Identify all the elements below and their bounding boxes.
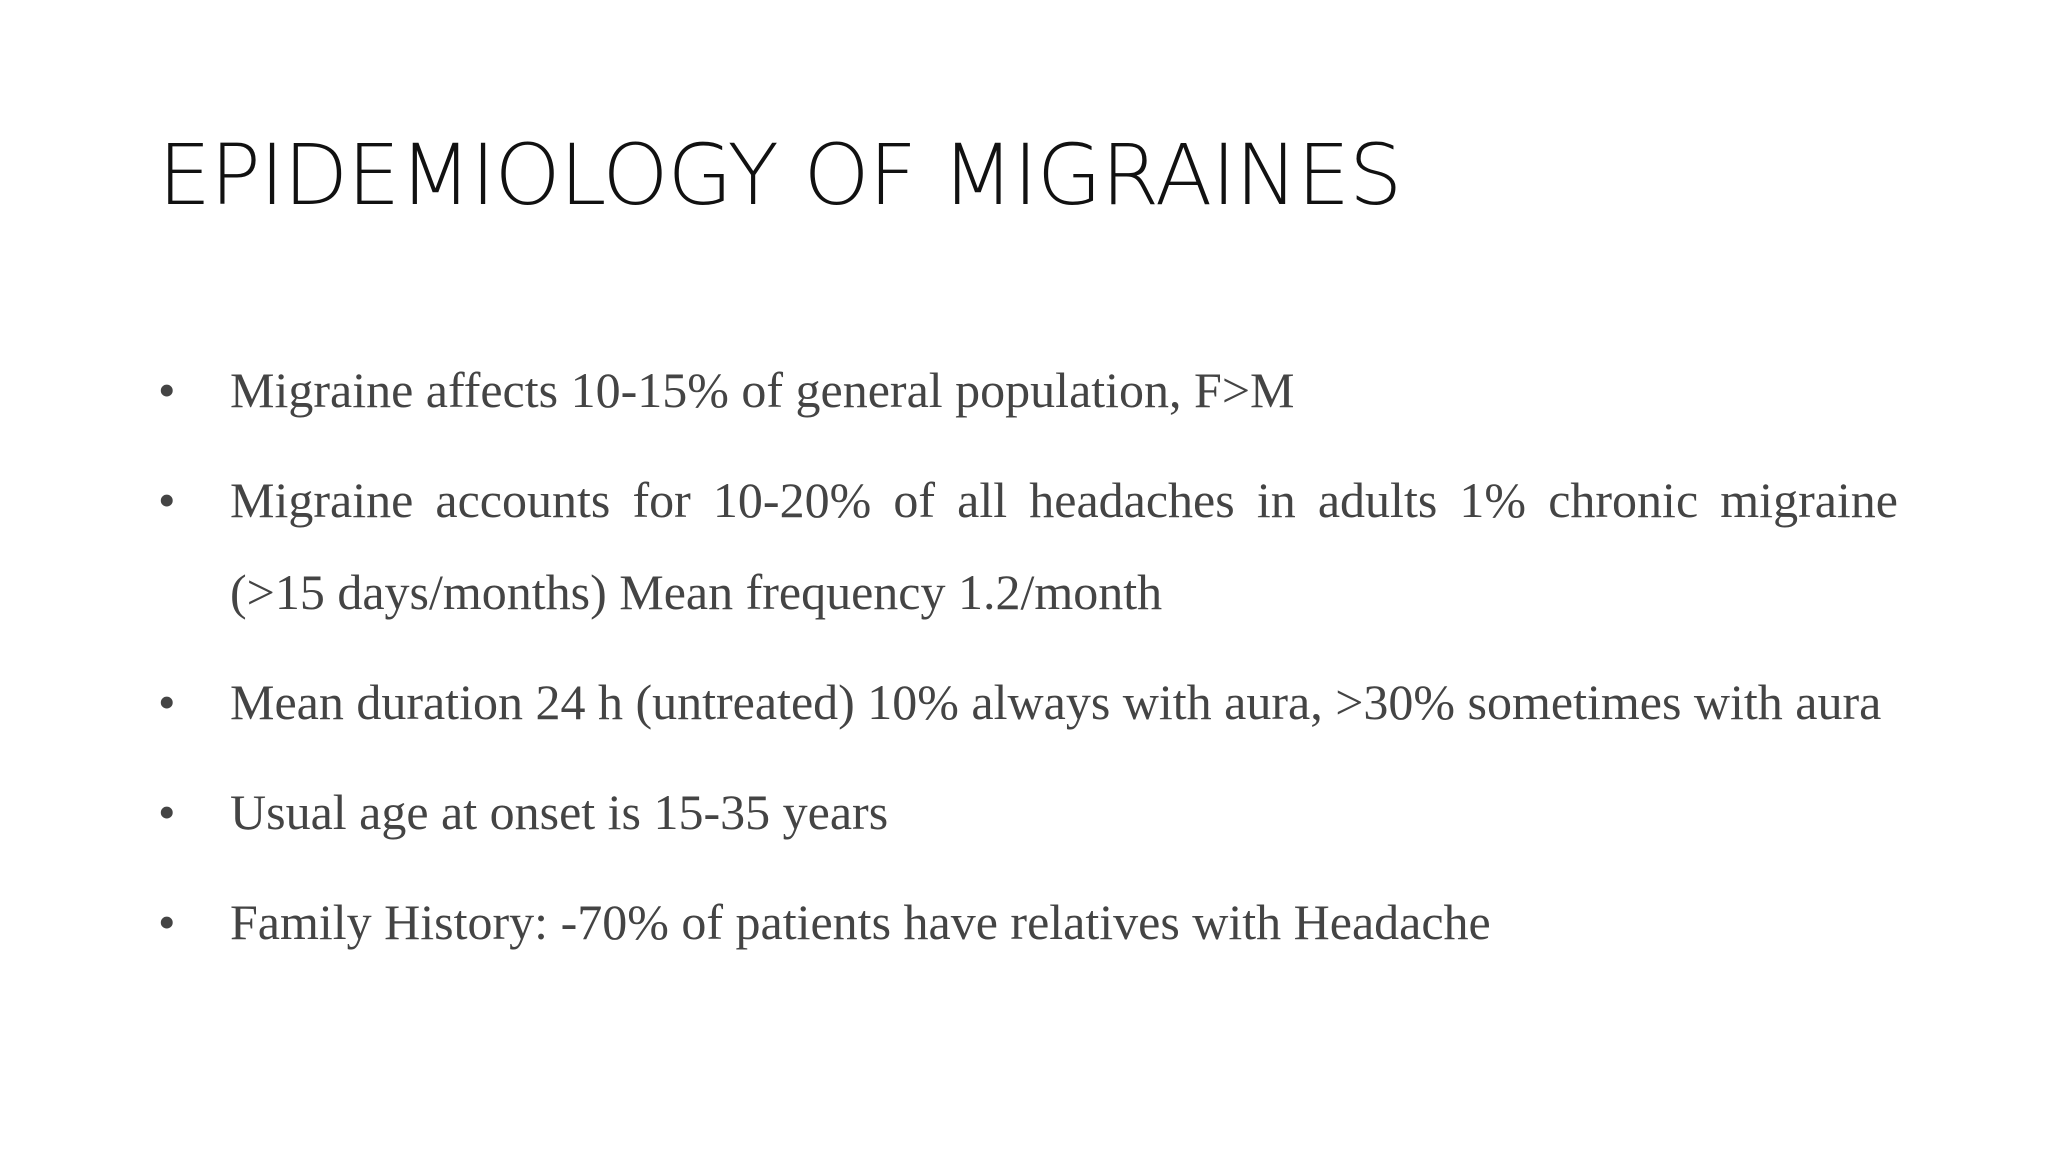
bullet-text: Family History: -70% of patients have relatives with Headache bbox=[230, 894, 1491, 950]
bullet-item-duration bbox=[158, 656, 1898, 748]
bullet-text: Mean duration 24 h (untreated) 10% always with aura, >30% sometimes with aura bbox=[230, 674, 1882, 730]
bullet-icon: • bbox=[158, 784, 176, 840]
bullet-text: Migraine accounts for 10-20% of all headaches in adults 1% chronic migraine (>15 days/months) Mean frequency 1.2/month bbox=[230, 472, 1898, 620]
bullet-item-onset-age bbox=[158, 766, 1898, 858]
bullet-icon: • bbox=[158, 362, 176, 418]
bullet-icon: • bbox=[158, 674, 176, 730]
bullet-text: Migraine affects 10-15% of general population, F>M bbox=[230, 362, 1295, 418]
bullet-icon: • bbox=[158, 472, 176, 528]
bullet-item-family-history bbox=[158, 876, 1898, 968]
bullet-list bbox=[158, 344, 1898, 986]
bullet-icon: • bbox=[158, 894, 176, 950]
bullet-text: Usual age at onset is 15-35 years bbox=[230, 784, 889, 840]
bullet-item-prevalence bbox=[158, 344, 1898, 436]
bullet-item-frequency bbox=[158, 454, 1898, 638]
slide-title: EPIDEMIOLOGY OF MIGRAINES bbox=[158, 126, 1402, 224]
